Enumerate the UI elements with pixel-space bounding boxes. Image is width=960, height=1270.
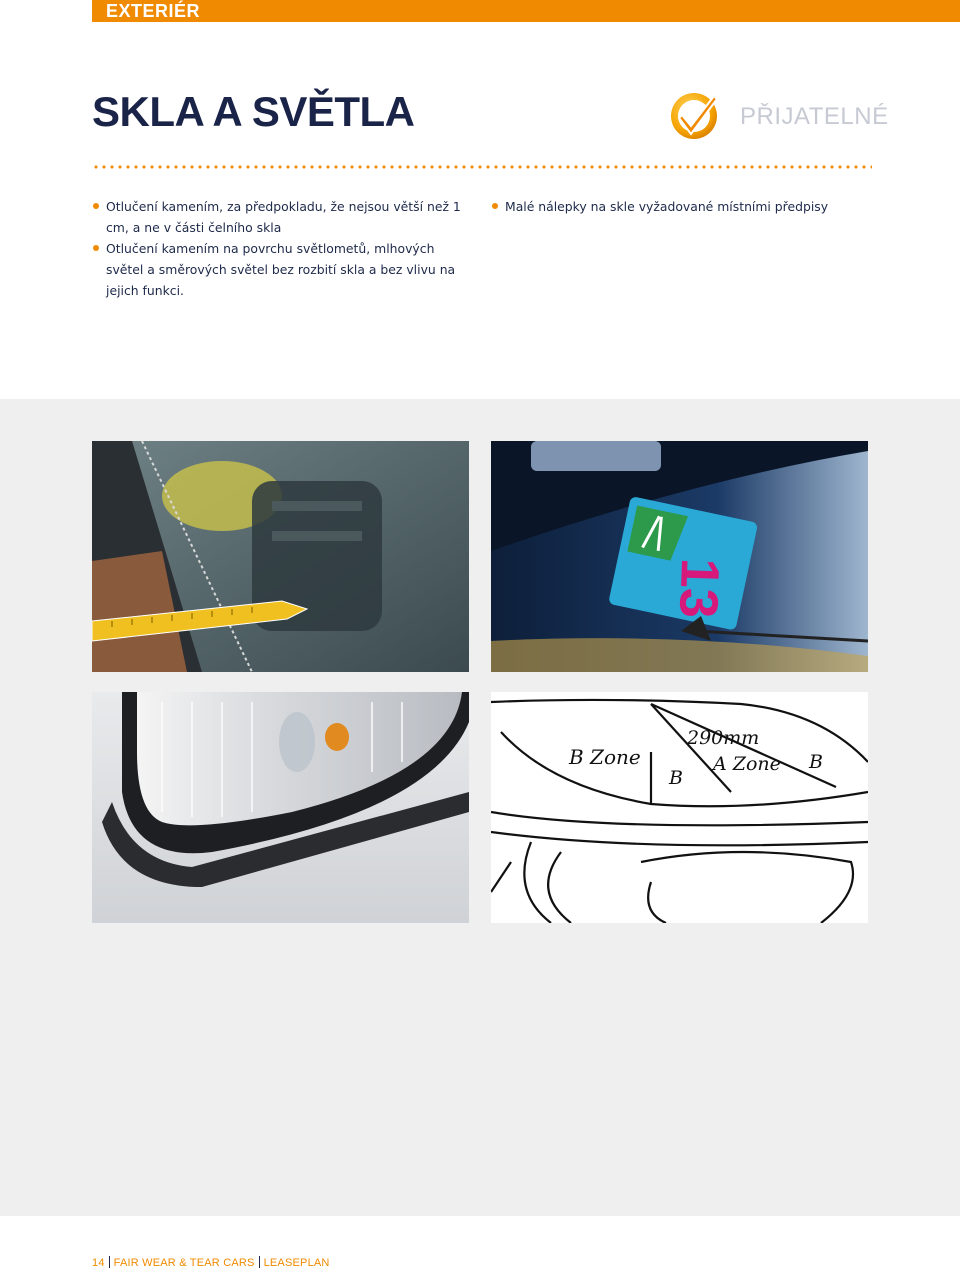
diagram-a-zone-label: A Zone: [713, 753, 781, 775]
page-footer: [92, 1256, 330, 1269]
windshield-sticker-photo: [491, 441, 868, 672]
windshield-chip-photo: [92, 441, 469, 672]
publication-name: FAIR WEAR & TEAR CARS: [113, 1257, 255, 1269]
footer-separator: [259, 1256, 260, 1268]
diagram-b-right-label: B: [809, 751, 823, 773]
windshield-zone-diagram: [491, 692, 868, 923]
diagram-290mm-label: 290mm: [687, 727, 760, 749]
right-bullet-list: [491, 196, 871, 217]
check-badge-icon: [668, 90, 720, 142]
left-bullet-list: [92, 196, 470, 301]
dotted-divider: [92, 165, 872, 169]
mirror-indicator-photo: [92, 692, 469, 923]
section-header-bar: [92, 0, 960, 22]
section-label: EXTERIÉR: [106, 1, 201, 21]
list-item: Malé nálepky na skle vyžadované místními předpisy: [491, 196, 871, 217]
sticker-number: 13: [668, 557, 731, 620]
diagram-b-zone-label: B Zone: [569, 745, 641, 769]
diagram-b-left-label: B: [669, 767, 683, 789]
page-title: SKLA A SVĚTLA: [92, 88, 415, 135]
footer-separator: [109, 1256, 110, 1268]
list-item: Otlučení kamením na povrchu světlometů, mlhových světel a směrových světel bez rozbití skla a bez vlivu na jejich funkci.: [92, 238, 470, 301]
status-label: PŘIJATELNÉ: [740, 103, 889, 130]
brand-name: LEASEPLAN: [263, 1257, 330, 1269]
list-item: Otlučení kamením, za předpokladu, že nejsou větší než 1 cm, a ne v části čelního skla: [92, 196, 470, 238]
page-number: 14: [92, 1257, 105, 1269]
